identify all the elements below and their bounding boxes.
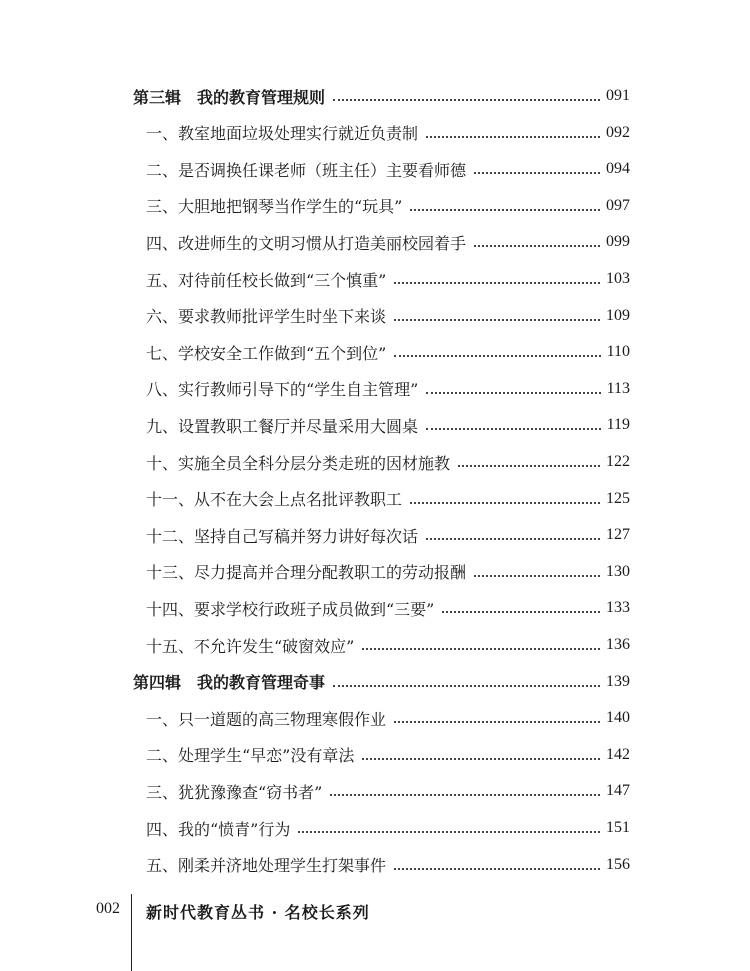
toc-entry-page: 097 bbox=[606, 196, 630, 214]
toc-dot-leader bbox=[410, 502, 600, 504]
toc-entry-title: 三、大胆地把钢琴当作学生的“玩具” bbox=[146, 197, 403, 217]
toc-entry bbox=[133, 813, 630, 843]
toc-section-heading bbox=[133, 81, 630, 111]
toc-entry bbox=[133, 118, 630, 148]
toc-entry-page: 092 bbox=[606, 123, 630, 141]
toc-dot-leader bbox=[474, 245, 600, 247]
toc-entry bbox=[133, 447, 630, 477]
toc-entry-title: 十三、尽力提高并合理分配教职工的劳动报酬 bbox=[146, 563, 467, 583]
toc-entry-page: 139 bbox=[606, 672, 630, 690]
toc-entry bbox=[133, 301, 630, 331]
toc-entry-title: 十四、要求学校行政班子成员做到“三要” bbox=[146, 599, 435, 619]
toc-dot-leader bbox=[458, 465, 600, 467]
toc-entry-page: 099 bbox=[606, 233, 630, 251]
toc-entry-title: 四、我的“愤青”行为 bbox=[146, 819, 291, 839]
toc-entry-page: 133 bbox=[606, 599, 630, 617]
toc-dot-leader bbox=[333, 685, 600, 687]
toc-entry-title: 五、对待前任校长做到“三个慎重” bbox=[146, 270, 387, 290]
toc-entry-title: 六、要求教师批评学生时坐下来谈 bbox=[146, 307, 387, 327]
toc-section-heading bbox=[133, 667, 630, 697]
toc-dot-leader bbox=[298, 831, 600, 833]
toc-dot-leader bbox=[442, 611, 600, 613]
toc-dot-leader bbox=[426, 136, 600, 138]
toc-entry-page: 147 bbox=[606, 782, 630, 800]
toc-entry bbox=[133, 154, 630, 184]
toc-dot-leader bbox=[394, 355, 600, 357]
toc-entry bbox=[133, 776, 630, 806]
toc-entry-page: 142 bbox=[606, 745, 630, 763]
toc-entry bbox=[133, 374, 630, 404]
toc-dot-leader bbox=[362, 648, 600, 650]
toc-entry-page: 130 bbox=[606, 562, 630, 580]
toc-entry-title: 十一、从不在大会上点名批评教职工 bbox=[146, 490, 403, 510]
toc-entry-page: 125 bbox=[606, 489, 630, 507]
toc-entry bbox=[133, 337, 630, 367]
toc-dot-leader bbox=[330, 794, 600, 796]
toc-entry-page: 094 bbox=[606, 160, 630, 178]
toc-entry-page: 151 bbox=[606, 819, 630, 836]
toc-entry-page: 103 bbox=[606, 270, 630, 287]
toc-entry bbox=[133, 484, 630, 514]
toc-entry-title: 五、刚柔并济地处理学生打架事件 bbox=[146, 856, 387, 876]
toc-entry bbox=[133, 557, 630, 587]
toc-entry-title: 九、设置教职工餐厅并尽量采用大圆桌 bbox=[146, 416, 419, 436]
page-footer bbox=[0, 890, 750, 971]
toc-entry-title: 十、实施全员全科分层分类走班的因材施教 bbox=[146, 453, 451, 473]
toc-entry-page: 091 bbox=[606, 87, 630, 104]
footer-page-number: 002 bbox=[96, 900, 120, 917]
toc-entry-title: 七、学校安全工作做到“五个到位” bbox=[146, 343, 387, 363]
toc-dot-leader bbox=[394, 319, 600, 321]
toc-dot-leader bbox=[362, 758, 600, 760]
toc-dot-leader bbox=[333, 99, 600, 101]
toc-entry bbox=[133, 850, 630, 880]
toc-dot-leader bbox=[474, 172, 600, 174]
toc-entry bbox=[133, 191, 630, 221]
toc-entry bbox=[133, 593, 630, 623]
toc-dot-leader bbox=[394, 868, 600, 870]
toc-dot-leader bbox=[394, 721, 600, 723]
toc-entry bbox=[133, 264, 630, 294]
toc-entry-page: 156 bbox=[606, 855, 630, 873]
toc-entry-title: 一、教室地面垃圾处理实行就近负责制 bbox=[146, 124, 419, 144]
toc-entry-page: 136 bbox=[606, 636, 630, 653]
toc-entry-page: 119 bbox=[606, 416, 630, 434]
toc-entry bbox=[133, 410, 630, 440]
toc-entry-title: 十二、坚持自己写稿并努力讲好每次话 bbox=[146, 526, 419, 546]
footer-vertical-rule bbox=[131, 894, 132, 971]
toc-entry-title: 一、只一道题的高三物理寒假作业 bbox=[146, 709, 387, 729]
toc-entry-title: 八、实行教师引导下的“学生自主管理” bbox=[146, 380, 419, 400]
toc-entry-page: 110 bbox=[606, 343, 630, 361]
toc-entry-page: 122 bbox=[606, 453, 630, 470]
toc-entry-title: 十五、不允许发生“破窗效应” bbox=[146, 636, 355, 656]
toc-entry-page: 127 bbox=[606, 526, 630, 544]
toc-entry-page: 140 bbox=[606, 709, 630, 727]
toc-entry-title: 第四辑 我的教育管理奇事 bbox=[133, 673, 326, 693]
toc-entry bbox=[133, 227, 630, 257]
toc-entry bbox=[133, 630, 630, 660]
toc-entry-title: 第三辑 我的教育管理规则 bbox=[133, 87, 326, 107]
footer-series-title: 新时代教育丛书 · 名校长系列 bbox=[146, 903, 370, 922]
toc-dot-leader bbox=[426, 538, 600, 540]
toc-entry bbox=[133, 520, 630, 550]
toc-entry bbox=[133, 740, 630, 770]
toc-entry-title: 四、改进师生的文明习惯从打造美丽校园着手 bbox=[146, 233, 467, 253]
toc-entry-page: 113 bbox=[606, 379, 630, 397]
toc-entry-title: 二、处理学生“早恋”没有章法 bbox=[146, 746, 355, 766]
toc-dot-leader bbox=[426, 392, 600, 394]
toc-dot-leader bbox=[426, 428, 601, 430]
toc-dot-leader bbox=[474, 575, 600, 577]
toc-dot-leader bbox=[410, 209, 600, 211]
toc-entry-title: 三、犹犹豫豫查“窃书者” bbox=[146, 782, 323, 802]
toc-entry-title: 二、是否调换任课老师（班主任）主要看师德 bbox=[146, 160, 467, 180]
toc-entry-page: 109 bbox=[606, 306, 630, 324]
toc-entry bbox=[133, 703, 630, 733]
toc-dot-leader bbox=[394, 282, 600, 284]
